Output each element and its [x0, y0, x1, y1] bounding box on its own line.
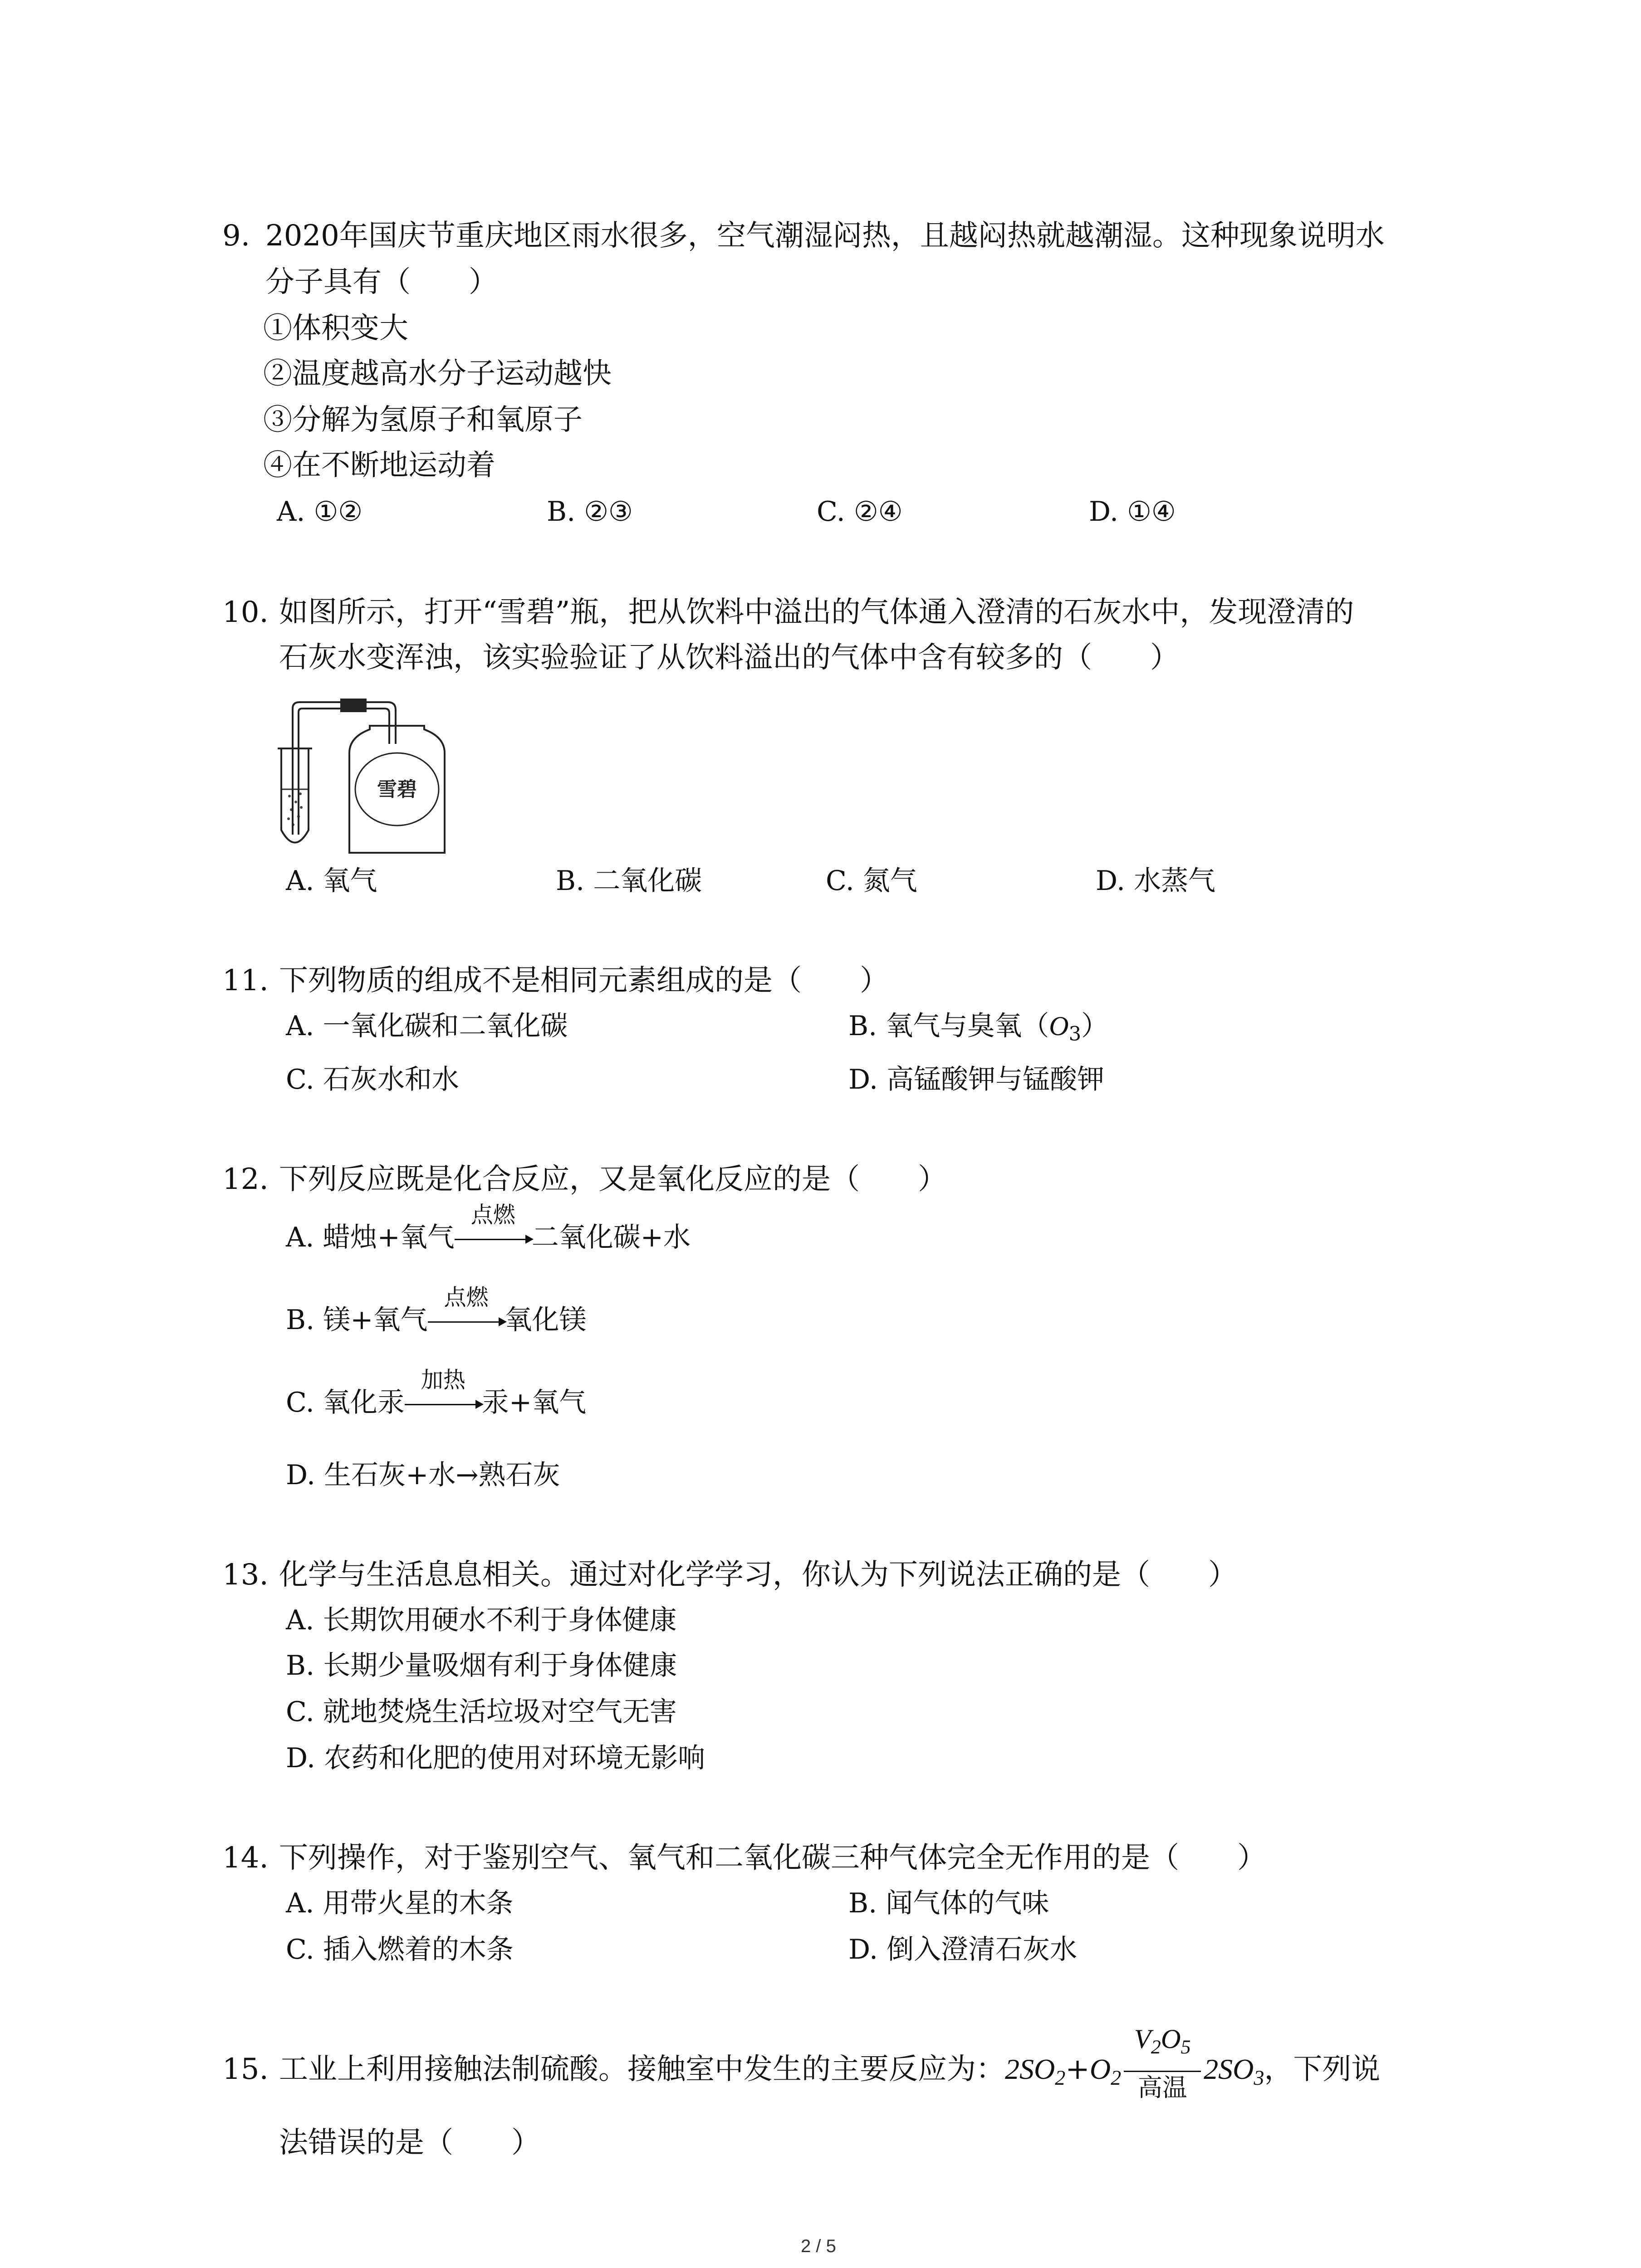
q11-option-a[interactable]: A. 一氧化碳和二氧化碳 [286, 1010, 568, 1042]
q10-stem-line2: 石灰水变浑浊，该实验验证了从饮料溢出的气体中含有较多的（ ） [279, 641, 1179, 675]
q12-option-d[interactable]: D. 生石灰+水→熟石灰 [286, 1459, 560, 1491]
q12-option-b-reactants: B. 镁+氧气 [286, 1304, 428, 1336]
q14-option-c[interactable]: C. 插入燃着的木条 [286, 1934, 514, 1965]
q11-option-b[interactable] [848, 1010, 1109, 1046]
q15-number: 15. [222, 2053, 269, 2086]
q9-statement-3: ③分解为氢原子和氧原子 [263, 403, 583, 437]
q12-option-b-products: 氧化镁 [505, 1304, 587, 1336]
q12-option-a[interactable] [286, 1201, 691, 1253]
q13-option-c[interactable]: C. 就地焚烧生活垃圾对空气无害 [286, 1696, 677, 1728]
q14-option-b[interactable]: B. 闻气体的气味 [848, 1887, 1049, 1919]
q15-eq-reactant1: 2SO [1005, 2053, 1055, 2085]
q12-number: 12. [222, 1163, 269, 1196]
q12-option-c-condition-label: 加热 [421, 1366, 466, 1393]
bottle-label: 雪碧 [377, 778, 417, 801]
q15-stem-suffix: ，下列说 [1264, 2053, 1381, 2086]
q9-option-c[interactable]: C. ②④ [817, 496, 903, 528]
q13-number: 13. [222, 1558, 269, 1592]
q14-option-d[interactable]: D. 倒入澄清石灰水 [848, 1934, 1078, 1965]
q12-option-a-condition-label: 点燃 [470, 1201, 515, 1228]
limewater [282, 789, 308, 826]
q12-option-a-reactants: A. 蜡烛+氧气 [286, 1222, 455, 1253]
q12-option-c-reactants: C. 氧化汞 [286, 1387, 405, 1418]
q15-eq-plus: + [1065, 2053, 1090, 2086]
q13-stem: 化学与生活息息相关。通过对化学学习，你认为下列说法正确的是（ ） [279, 1558, 1237, 1592]
q14-option-a[interactable]: A. 用带火星的木条 [286, 1887, 514, 1919]
q15-eq-condition [1124, 2024, 1201, 2102]
q11-option-c[interactable]: C. 石灰水和水 [286, 1064, 459, 1095]
q9-statement-4: ④在不断地运动着 [263, 449, 495, 482]
page-number: 2 / 5 [801, 2236, 836, 2256]
q9-option-a[interactable]: A. ①② [277, 496, 363, 528]
q11-option-d[interactable]: D. 高锰酸钾与锰酸钾 [848, 1064, 1105, 1095]
q10-number: 10. [222, 596, 269, 629]
q9-statement-1: ①体积变大 [263, 312, 408, 345]
q10-option-c[interactable]: C. 氮气 [826, 865, 917, 897]
q9-statement-2: ②温度越高水分子运动越快 [263, 357, 612, 391]
q12-option-b[interactable] [286, 1284, 587, 1336]
q15-stem-line2: 法错误的是（ ） [279, 2126, 540, 2160]
q12-option-b-condition [428, 1284, 505, 1334]
q9-number: 9. [222, 219, 250, 253]
q9-stem-line2: 分子具有（ ） [265, 265, 498, 299]
q11-stem: 下列物质的组成不是相同元素组成的是（ ） [279, 964, 889, 997]
q14-stem: 下列操作，对于鉴别空气、氧气和二氧化碳三种气体完全无作用的是（ ） [279, 1841, 1266, 1875]
q15-eq-reactant2-sub: 2 [1111, 2066, 1122, 2089]
q9-stem-line1: 2020年国庆节重庆地区雨水很多，空气潮湿闷热，且越闷热就越潮湿。这种现象说明水 [265, 219, 1385, 253]
q11-option-b-close: ） [1081, 1010, 1109, 1042]
q11-option-b-subscript: 3 [1068, 1023, 1082, 1046]
q15-eq-product: 2SO [1204, 2053, 1254, 2085]
q10-option-a[interactable]: A. 氧气 [286, 865, 377, 897]
q12-option-c-condition [405, 1366, 482, 1416]
q15-eq-reactant2: O [1089, 2053, 1111, 2085]
q12-option-a-condition [455, 1201, 532, 1251]
q12-option-b-condition-label: 点燃 [444, 1284, 489, 1310]
q13-option-a[interactable]: A. 长期饮用硬水不利于身体健康 [286, 1604, 677, 1636]
q9-option-b[interactable]: B. ②③ [547, 496, 633, 528]
q15-eq-reactant1-sub: 2 [1055, 2066, 1066, 2089]
q15-eq-product-sub: 3 [1254, 2066, 1264, 2089]
q9-option-d[interactable]: D. ①④ [1089, 496, 1176, 528]
q10-stem-line1: 如图所示，打开“雪碧”瓶，把从饮料中溢出的气体通入澄清的石灰水中，发现澄清的 [279, 596, 1354, 629]
test-tube [278, 748, 312, 843]
tube-connector [340, 699, 367, 712]
q13-option-d[interactable]: D. 农药和化肥的使用对环境无影响 [286, 1742, 705, 1774]
q11-number: 11. [222, 964, 269, 997]
q15-stem-text: 工业上利用接触法制硫酸。接触室中发生的主要反应为： [279, 2053, 1005, 2086]
q10-option-b[interactable]: B. 二氧化碳 [556, 865, 702, 897]
q12-option-a-products: 二氧化碳+水 [531, 1222, 691, 1253]
q15-eq-catalyst: $V_2O_5$ [1134, 2024, 1191, 2058]
q12-option-c[interactable] [286, 1366, 587, 1418]
q15-eq-temperature: 高温 [1137, 2073, 1187, 2102]
q13-option-b[interactable]: B. 长期少量吸烟有利于身体健康 [286, 1650, 677, 1681]
q11-option-b-formula: O [1049, 1011, 1069, 1041]
q14-number: 14. [222, 1841, 269, 1875]
q10-option-d[interactable]: D. 水蒸气 [1096, 865, 1216, 897]
q10-apparatus-figure [272, 680, 481, 862]
q12-option-c-products: 汞+氧气 [481, 1387, 587, 1418]
q15-stem-line1 [279, 2024, 1381, 2102]
q11-option-b-text: B. 氧气与臭氧（ [848, 1010, 1049, 1042]
q12-stem: 下列反应既是化合反应，又是氧化反应的是（ ） [279, 1163, 947, 1196]
